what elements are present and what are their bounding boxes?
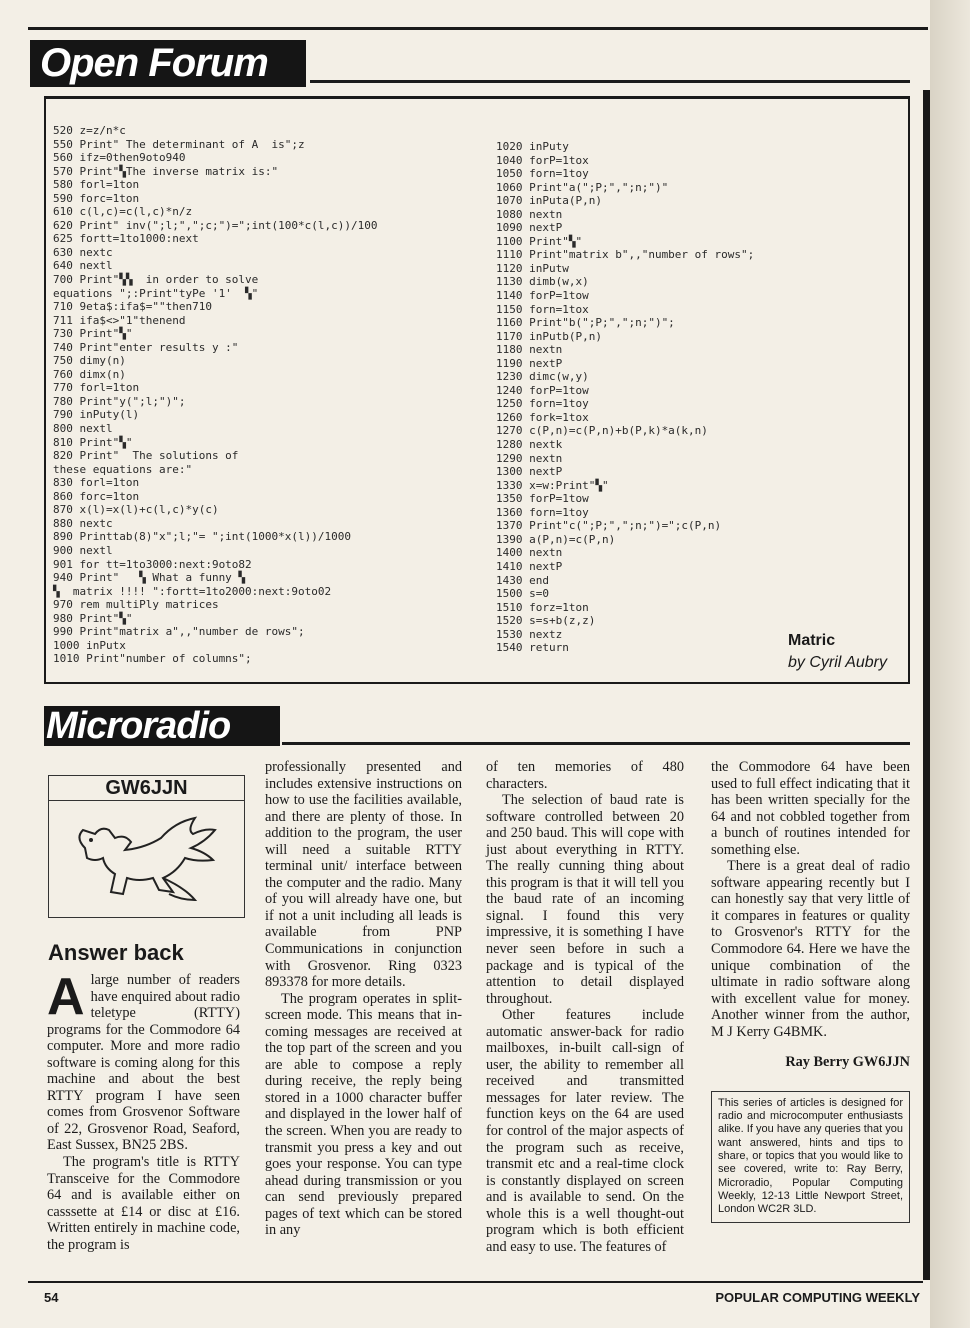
article-heading: Answer back [48, 940, 184, 965]
col1-paragraph-1: large number of readers have enquired about radio teletype (RTTY) programs for the Commodore 64 computer. More and more radio software is coming along for this machine and about the best RTTY program I have seen comes from Grosvenor Software of 22, Grosvenor Road, Seaford, East Sussex, BN25 2BS. [47, 972, 240, 1154]
code-line: 1400 nextn [496, 546, 563, 560]
banner-rule [310, 80, 910, 83]
code-line: 590 forc=1ton [53, 191, 140, 205]
code-line: 1140 forP=1tow [496, 289, 589, 303]
code-line: 760 dimx(n) [53, 367, 126, 381]
code-listing-left [53, 124, 378, 666]
code-line: 790 inPuty(l) [53, 408, 140, 422]
code-line: 901 for tt=1to3000:next:9oto82 [53, 557, 252, 571]
code-line: 1110 Print"matrix b",,"number of rows"; [496, 248, 755, 262]
code-line: 940 Print" ▚ What a funny ▚ [53, 571, 246, 585]
code-line: equations ";:Print"tyPe '1' ▚" [53, 286, 259, 300]
code-line: these equations are:" [53, 462, 193, 476]
code-line: 1090 nextP [496, 221, 563, 235]
program-credit [788, 632, 887, 672]
code-line: 520 z=z/n*c [53, 124, 126, 137]
code-line: 1180 nextn [496, 343, 563, 357]
code-line: 820 Print" The solutions of [53, 449, 239, 463]
open-forum-banner [30, 40, 306, 87]
col4-paragraph-2: There is a great deal of radio software appearing recently but I can honestly say that very little of it compares in features or quality to Grosvenor's RTTY for the Commodore 64. Here we have the unique combination of the ultimate in radio software along with excellent value for money. Another winner from the author, M J Kerry G4BMK. [711, 858, 910, 1040]
microradio-rule [282, 742, 910, 745]
code-line: 570 Print"▚The inverse matrix is:" [53, 164, 279, 178]
code-line: 1120 inPutw [496, 261, 569, 275]
code-line: 1010 Print"number of columns"; [53, 652, 252, 666]
code-line: 1260 fork=1tox [496, 410, 589, 424]
code-line: 1280 nextk [496, 438, 563, 452]
code-line: 970 rem multiPly matrices [53, 598, 219, 612]
code-line: 860 forc=1ton [53, 489, 140, 503]
col2-paragraph-1: professionally presented and includes extensive instructions on how to use the facilities available, and there are plenty of those. In addition to the program, the user will need a suitable RTTY terminal unit/ interface between the computer and the radio. Many of you will already have one, but if not a unit including all leads is available from PNP Communications in conjunction with Grosvenor. Ring 0323 893378 for more details. [265, 759, 462, 991]
code-line: 740 Print"enter results y :" [53, 340, 239, 354]
microradio-banner [44, 706, 280, 746]
column-logo [48, 775, 245, 918]
program-title: Matric [788, 632, 836, 649]
magazine-name: POPULAR COMPUTING WEEKLY [715, 1290, 920, 1305]
col4-paragraph-1: the Commodore 64 have been used to full effect indicating that it has been written specially for the 64 and not cobbled together from a bunch of routines intended for something else. [711, 759, 910, 858]
article-column-1 [47, 968, 240, 1253]
code-line: 1000 inPutx [53, 638, 126, 652]
code-line: 1020 inPuty [496, 140, 569, 153]
article-column-3 [486, 759, 684, 1255]
code-line: 630 nextc [53, 245, 113, 259]
microradio-title: Microradio [46, 705, 231, 747]
code-line: 1360 forn=1toy [496, 505, 589, 519]
code-line: 625 fortt=1to1000:next [53, 232, 199, 246]
code-line: 870 x(l)=x(l)+c(l,c)*y(c) [53, 503, 219, 517]
code-line: 1270 c(P,n)=c(P,n)+b(P,k)*a(k,n) [496, 424, 708, 438]
code-line: 980 Print"▚" [53, 611, 133, 625]
code-line: 1160 Print"b(";P;",";n;")"; [496, 316, 675, 330]
code-line: 1370 Print"c(";P;",";n;")=";c(P,n) [496, 519, 722, 533]
code-line: 1060 Print"a(";P;",";n;")" [496, 180, 669, 194]
code-line: 1300 nextP [496, 465, 563, 479]
code-line: 640 nextl [53, 259, 113, 273]
logo-callsign: GW6JJN [49, 776, 244, 801]
code-line: 700 Print"▚▚ in order to solve [53, 273, 259, 287]
code-listing-box [44, 96, 910, 684]
code-line: 711 ifa$<>"1"thenend [53, 313, 186, 327]
code-line: 1530 nextz [496, 627, 563, 641]
code-line: 1050 forn=1toy [496, 167, 589, 181]
code-line: 730 Print"▚" [53, 327, 133, 341]
code-line: 1510 forz=1ton [496, 600, 589, 614]
code-line: 1170 inPutb(P,n) [496, 329, 602, 343]
code-line: 1430 end [496, 573, 549, 587]
code-line: 1500 s=0 [496, 587, 549, 601]
code-line: 1330 x=w:Print"▚" [496, 478, 609, 492]
code-line: 1100 Print"▚" [496, 234, 583, 248]
code-line: 770 forl=1ton [53, 381, 140, 395]
code-line: 1150 forn=1tox [496, 302, 589, 316]
drop-cap: A [47, 968, 85, 1026]
footer-rule [28, 1281, 923, 1283]
code-line: ▚ matrix !!!! ":fortt=1to2000:next:9oto02 [53, 584, 332, 598]
code-line: 1410 nextP [496, 559, 563, 573]
code-line: 900 nextl [53, 543, 113, 557]
code-line: 1040 forP=1tox [496, 153, 589, 167]
code-line: 610 c(l,c)=c(l,c)*n/z [53, 205, 193, 219]
series-note-box: This series of articles is designed for radio and microcomputer enthusiasts alike. If you have any queries that you want answered, hints and tips to share, or topics that you would like to see covered, write to: Ray Berry, Microradio, Popular Computing Weekly, 12-13 Little Newport Street, London WC2R 3LD. [711, 1091, 910, 1223]
code-line: 800 nextl [53, 422, 113, 436]
code-line: 1390 a(P,n)=c(P,n) [496, 532, 616, 546]
code-line: 580 forl=1ton [53, 178, 140, 192]
article-column-2 [265, 759, 462, 1239]
article-column-4 [711, 759, 910, 1223]
code-line: 710 9eta$:ifa$=""then710 [53, 300, 212, 314]
welsh-dragon-icon [65, 808, 225, 908]
open-forum-title: Open Forum [40, 41, 268, 85]
code-listing-right [496, 140, 754, 655]
page-number: 54 [44, 1290, 59, 1305]
code-line: 990 Print"matrix a",,"number de rows"; [53, 625, 305, 639]
code-line: 1250 forn=1toy [496, 397, 589, 411]
author-signature: Ray Berry GW6JJN [785, 1054, 910, 1071]
col3-paragraph-3: Other features include automatic answer-back for radio mailboxes, in-built call-sign of user, the ability to remember all received and transmitted messages for later review. The function keys on the 64 are used for control of the major aspects of the program such as receive, transmit etc and a real-time clock is constantly displayed on screen and is available to send. On the whole this is a well thought-out program which is both efficient and easy to use. The features of [486, 1007, 684, 1255]
right-side-bar [923, 90, 930, 1280]
col2-paragraph-2: The program operates in split-screen mode. This means that in-coming messages are received at the top part of the screen and you are able to compose a reply during receive, the reply being stored in a 1000 character buffer and displayed in the lower half of the screen. When you are ready to transmit you press a key and out goes your response. You can type ahead during transmission or you can send previously prepared pages of text which can be stored in any [265, 990, 462, 1239]
code-line: 1070 inPuta(P,n) [496, 194, 602, 208]
code-line: 1290 nextn [496, 451, 563, 465]
code-line: 620 Print" inv(";l;",";c;")=";int(100*c(l,c))/100 [53, 218, 378, 232]
code-line: 780 Print"y(";l;")"; [53, 394, 186, 408]
code-line: 550 Print" The determinant of A is";z [53, 137, 305, 151]
code-line: 1080 nextn [496, 207, 563, 221]
col3-paragraph-1: of ten memories of 480 characters. [486, 759, 684, 792]
program-author: by Cyril Aubry [788, 654, 887, 671]
page-edge [930, 0, 970, 1328]
code-line: 1240 forP=1tow [496, 383, 589, 397]
code-line: 1190 nextP [496, 356, 563, 370]
code-line: 810 Print"▚" [53, 435, 133, 449]
code-line: 1130 dimb(w,x) [496, 275, 589, 289]
code-line: 1520 s=s+b(z,z) [496, 614, 596, 628]
code-line: 1230 dimc(w,y) [496, 370, 589, 384]
code-line: 560 ifz=0then9oto940 [53, 151, 186, 165]
code-line: 880 nextc [53, 516, 113, 530]
code-line: 890 Printtab(8)"x";l;"= ";int(1000*x(l))/1000 [53, 530, 352, 544]
code-line: 750 dimy(n) [53, 354, 126, 368]
col1-paragraph-2: The program's title is RTTY Transceive for the Commodore 64 and is available either on casssette at £14 or disc at £16. Written entirely in machine code, the program is [47, 1154, 240, 1253]
code-line: 1350 forP=1tow [496, 492, 589, 506]
code-line: 1540 return [496, 641, 569, 655]
col3-paragraph-2: The selection of baud rate is software controlled between 20 and 250 baud. This will cope with just about everything in RTTY. The really cunning thing about this program is that it will tell you the baud rate of an incoming signal. I found this very impressive, it is something I have never seen before in such a package and is typical of the attention to detail displayed throughout. [486, 792, 684, 1007]
code-line: 830 forl=1ton [53, 476, 140, 490]
top-rule [28, 27, 928, 30]
